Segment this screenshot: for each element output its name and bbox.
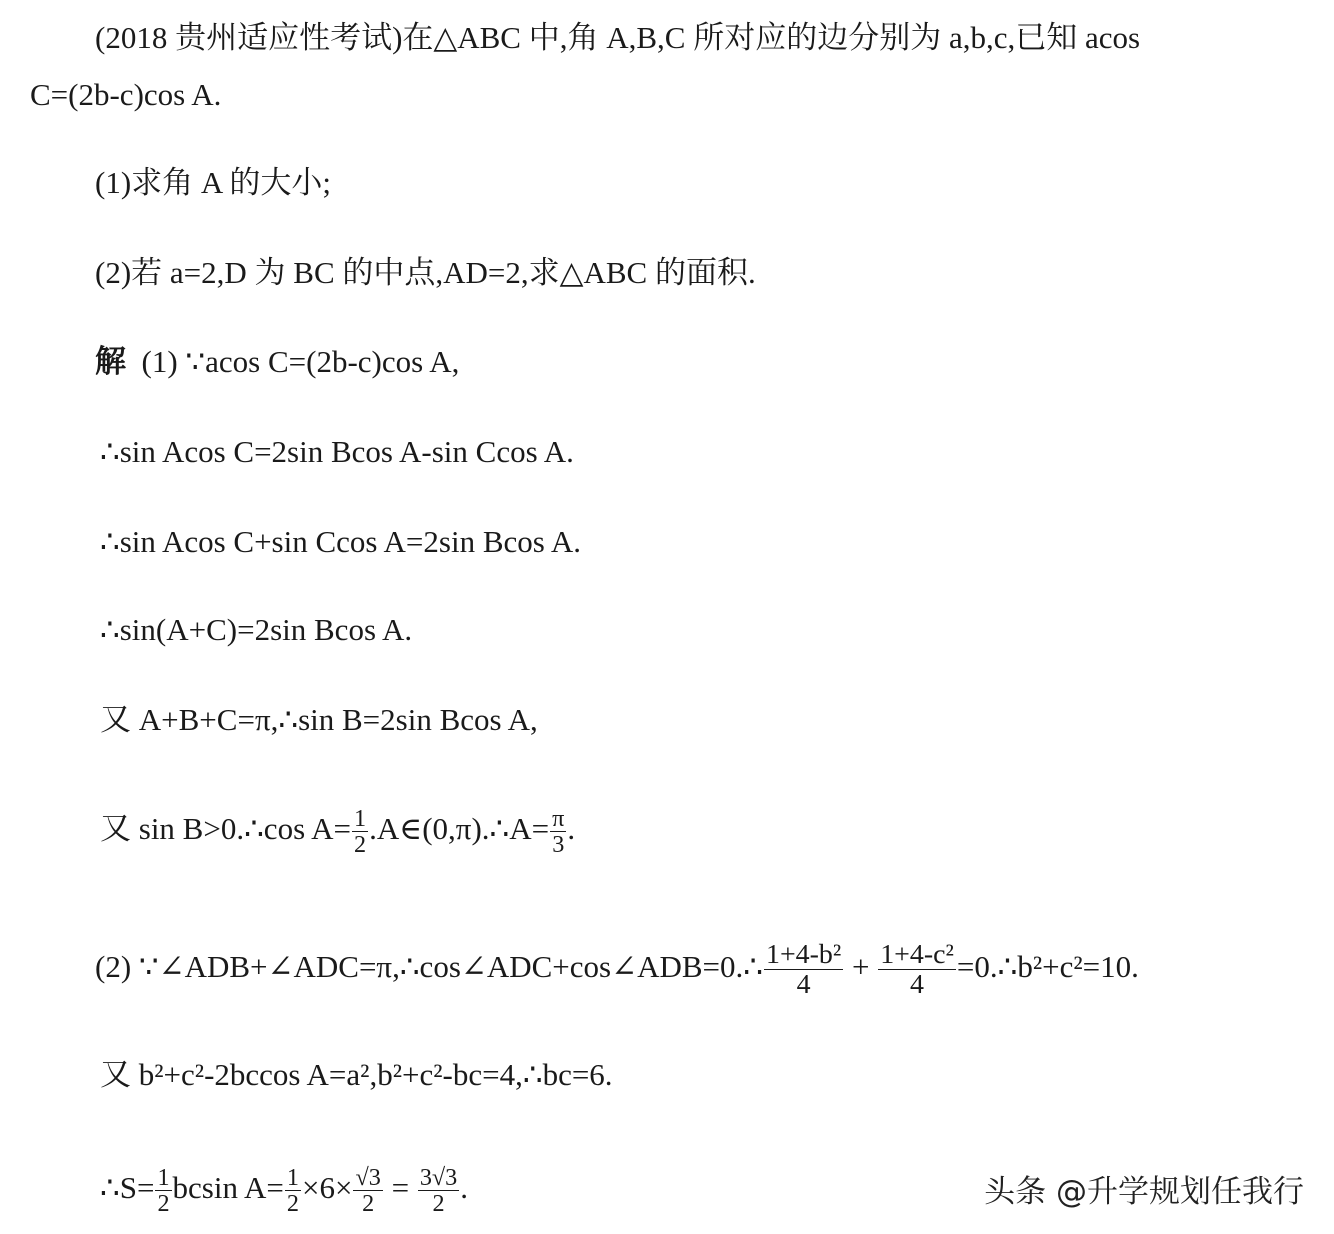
problem-stem-a: 在△ABC 中,角 A,B,C 所对应的边分别为 a,b,c,已知 acos xyxy=(402,20,1141,55)
fraction-denominator: 2 xyxy=(362,1190,375,1218)
solution-step-8: 又 b²+c²-2bccos A=a²,b²+c²-bc=4,∴bc=6. xyxy=(100,1057,613,1092)
solution-line-6 xyxy=(100,806,575,858)
problem-source: (2018 贵州适应性考试) xyxy=(95,20,403,55)
fraction-denominator: 2 xyxy=(354,831,367,859)
fraction-denominator: 3 xyxy=(552,831,565,859)
fraction-numerator: π xyxy=(552,805,565,832)
solution-step-6-pre: 又 sin B>0.∴cos A= xyxy=(100,811,352,846)
fraction-b-term xyxy=(764,940,843,1000)
equals-sign: = xyxy=(383,1170,417,1205)
solution-line-2 xyxy=(100,432,574,472)
solution-label: 解 xyxy=(95,344,126,379)
fraction-area-result xyxy=(418,1165,459,1217)
fraction-numerator: 3√3 xyxy=(419,1164,458,1191)
fraction-one-half xyxy=(285,1165,301,1217)
question-2 xyxy=(95,253,756,293)
solution-step-9-end: . xyxy=(460,1170,469,1205)
fraction-denominator: 2 xyxy=(157,1190,170,1218)
solution-step-4: ∴sin(A+C)=2sin Bcos A. xyxy=(100,612,413,647)
solution-line-5 xyxy=(100,700,538,740)
solution-step-2: ∴sin Acos C=2sin Bcos A-sin Ccos A. xyxy=(100,434,574,469)
fraction-numerator: 1 xyxy=(286,1164,299,1191)
fraction-numerator: 1+4-b² xyxy=(766,939,842,970)
solution-line-1 xyxy=(95,342,459,382)
solution-step-9-times: ×6× xyxy=(302,1170,353,1205)
solution-step-7-pre: (2) ∵∠ADB+∠ADC=π,∴cos∠ADC+cos∠ADB=0.∴ xyxy=(95,948,763,984)
fraction-denominator: 2 xyxy=(286,1190,299,1218)
plus-sign: + xyxy=(851,948,870,984)
solution-step-3: ∴sin Acos C+sin Ccos A=2sin Bcos A. xyxy=(100,524,581,559)
problem-stem-b: C=(2b-c)cos A. xyxy=(30,77,222,112)
watermark: 头条 @升学规划任我行 xyxy=(984,1174,1304,1210)
solution-part-1: (1) xyxy=(141,344,178,379)
solution-step-9-pre: ∴S= xyxy=(100,1170,155,1205)
fraction-c-term xyxy=(878,940,956,1000)
problem-line-2 xyxy=(30,75,221,115)
question-1-text: (1)求角 A 的大小; xyxy=(95,165,331,200)
solution-step-6-mid: .A∈(0,π).∴A= xyxy=(369,811,550,846)
solution-step-1: ∵acos C=(2b-c)cos A, xyxy=(185,344,460,379)
fraction-one-half xyxy=(352,806,368,858)
solution-line-9 xyxy=(100,1165,468,1217)
solution-step-6-end: . xyxy=(567,811,576,846)
fraction-numerator: 1+4-c² xyxy=(880,939,954,970)
fraction-numerator: 1 xyxy=(157,1164,170,1191)
solution-line-7 xyxy=(95,940,1139,1000)
solution-line-3 xyxy=(100,522,581,562)
fraction-numerator: √3 xyxy=(355,1164,381,1191)
problem-line-1 xyxy=(95,18,1140,58)
fraction-numerator: 1 xyxy=(354,805,367,832)
fraction-pi-third xyxy=(550,806,566,858)
fraction-denominator: 4 xyxy=(910,969,924,1001)
fraction-root3-half xyxy=(353,1165,382,1217)
fraction-denominator: 4 xyxy=(796,969,811,1001)
fraction-denominator: 2 xyxy=(432,1190,445,1218)
solution-line-4 xyxy=(100,610,412,650)
solution-step-5: 又 A+B+C=π,∴sin B=2sin Bcos A, xyxy=(100,702,538,737)
solution-step-7-end: =0.∴b²+c²=10. xyxy=(956,948,1139,984)
question-1 xyxy=(95,163,331,203)
solution-step-9-mid: bcsin A= xyxy=(172,1170,284,1205)
question-2-text: (2)若 a=2,D 为 BC 的中点,AD=2,求△ABC 的面积. xyxy=(95,255,756,290)
fraction-one-half xyxy=(155,1165,171,1217)
solution-line-8 xyxy=(100,1055,613,1095)
